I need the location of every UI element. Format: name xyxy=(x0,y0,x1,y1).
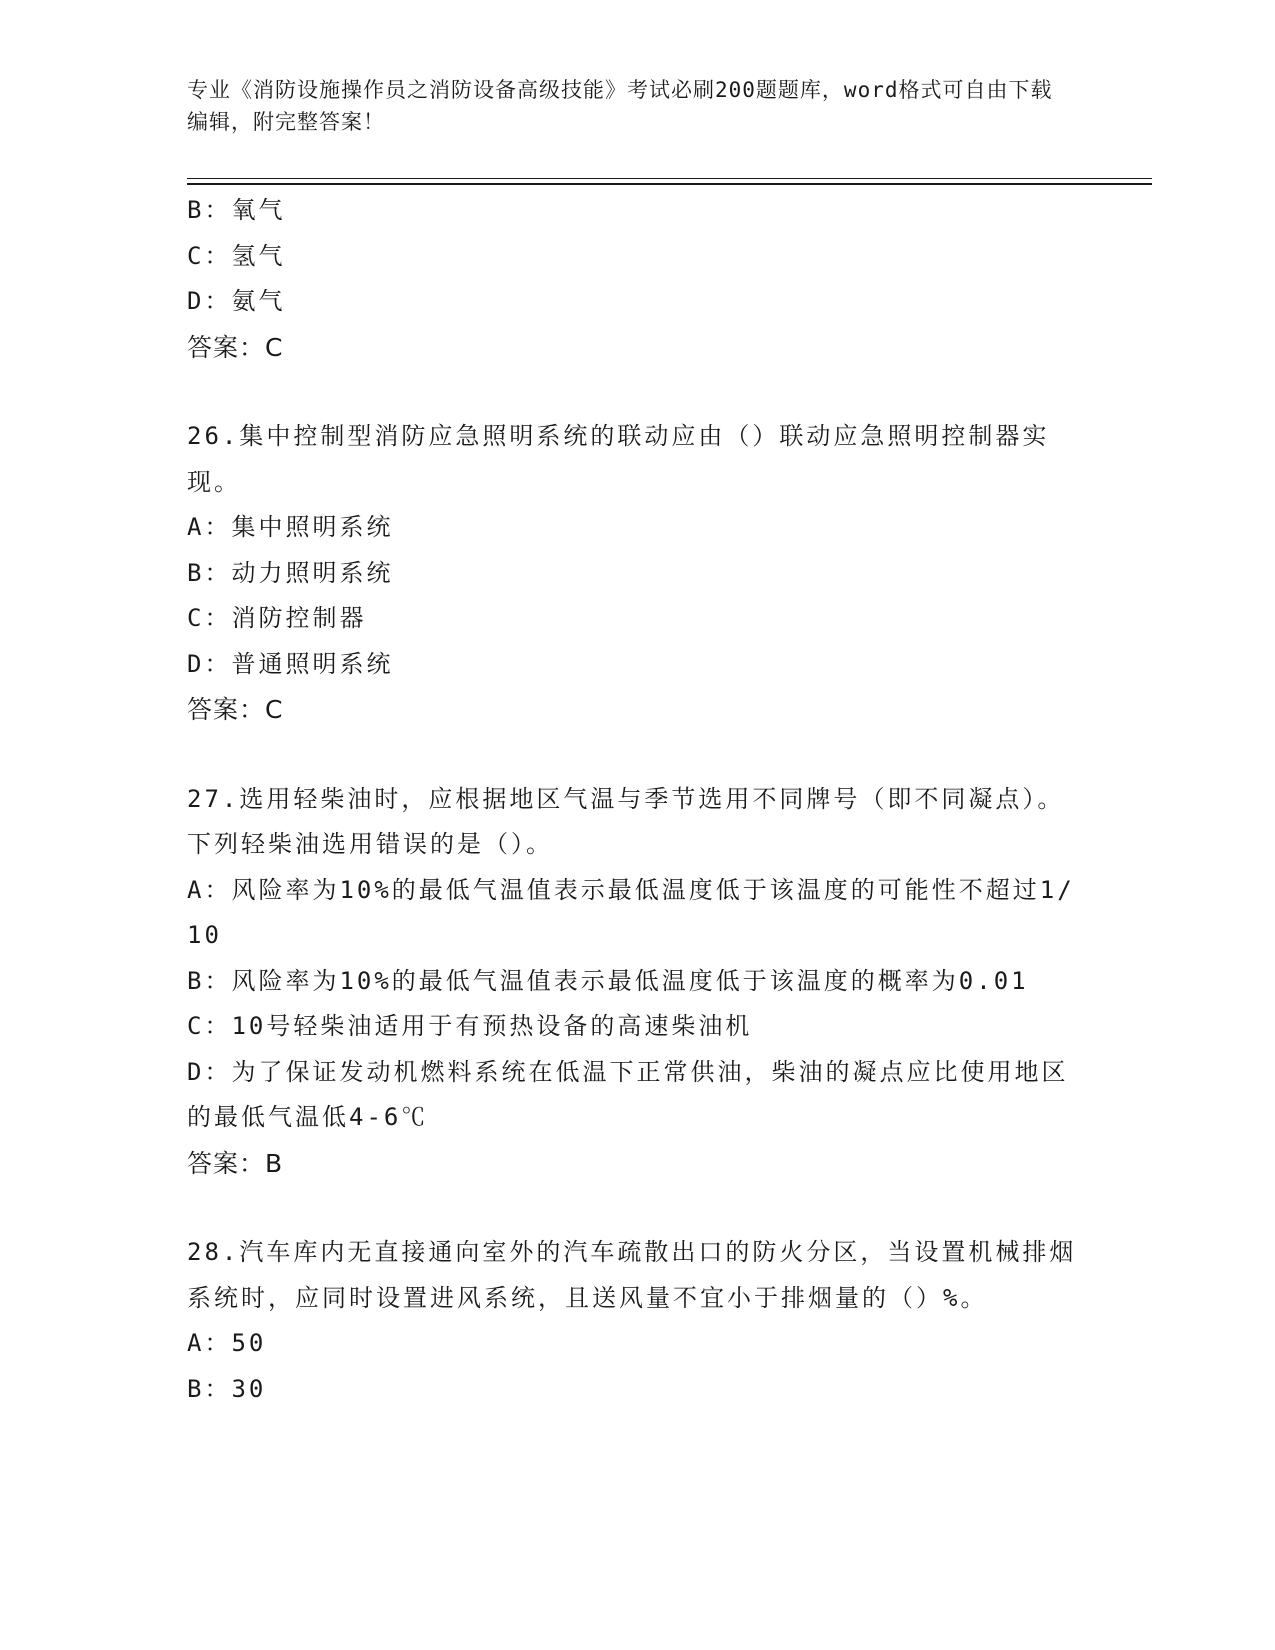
question-28 xyxy=(187,1230,1077,1412)
header-divider-thick xyxy=(187,183,1152,185)
question-content xyxy=(187,188,1077,1412)
answer: 答案：C xyxy=(187,695,284,724)
option-b: B：动力照明系统 xyxy=(187,558,394,587)
option-c: C：消防控制器 xyxy=(187,604,367,632)
option-a: A：集中照明系统 xyxy=(187,513,394,541)
question-stem: 27.选用轻柴油时，应根据地区气温与季节选用不同牌号（即不同凝点）。下列轻柴油选用错误的是（）。 xyxy=(187,784,1065,858)
option-b: B：30 xyxy=(187,1374,267,1403)
option-d: D：普通照明系统 xyxy=(187,649,394,678)
option-b: B：风险率为10%的最低气温值表示最低温度低于该温度的概率为0.01 xyxy=(187,966,1029,995)
option-d: D：氨气 xyxy=(187,287,286,315)
option-c: C：10号轻柴油适用于有预热设备的高速柴油机 xyxy=(187,1012,753,1040)
question-26 xyxy=(187,414,1077,733)
option-b: B：氧气 xyxy=(187,196,286,224)
answer: 答案：C xyxy=(187,332,284,362)
question-stem: 28.汽车库内无直接通向室外的汽车疏散出口的防火分区，当设置机械排烟系统时，应同时设置进风系统，且送风量不宜小于排烟量的（）%。 xyxy=(187,1238,1077,1312)
answer: 答案：B xyxy=(187,1148,284,1178)
option-c: C：氢气 xyxy=(187,241,286,270)
document-header: 专业《消防设施操作员之消防设备高级技能》考试必刷200题题库，word格式可自由下载编辑，附完整答案！ xyxy=(187,78,1053,134)
option-a: A：50 xyxy=(187,1329,267,1357)
question-27 xyxy=(187,777,1077,1187)
question-stem: 26.集中控制型消防应急照明系统的联动应由（）联动应急照明控制器实现。 xyxy=(187,422,1050,496)
prev-question-tail xyxy=(187,188,1077,370)
option-a: A：风险率为10%的最低气温值表示最低温度低于该温度的可能性不超过1/10 xyxy=(187,875,1075,949)
header-divider-thin xyxy=(187,178,1152,179)
option-d: D：为了保证发动机燃料系统在低温下正常供油，柴油的凝点应比使用地区的最低气温低4-6℃ xyxy=(187,1057,1069,1131)
